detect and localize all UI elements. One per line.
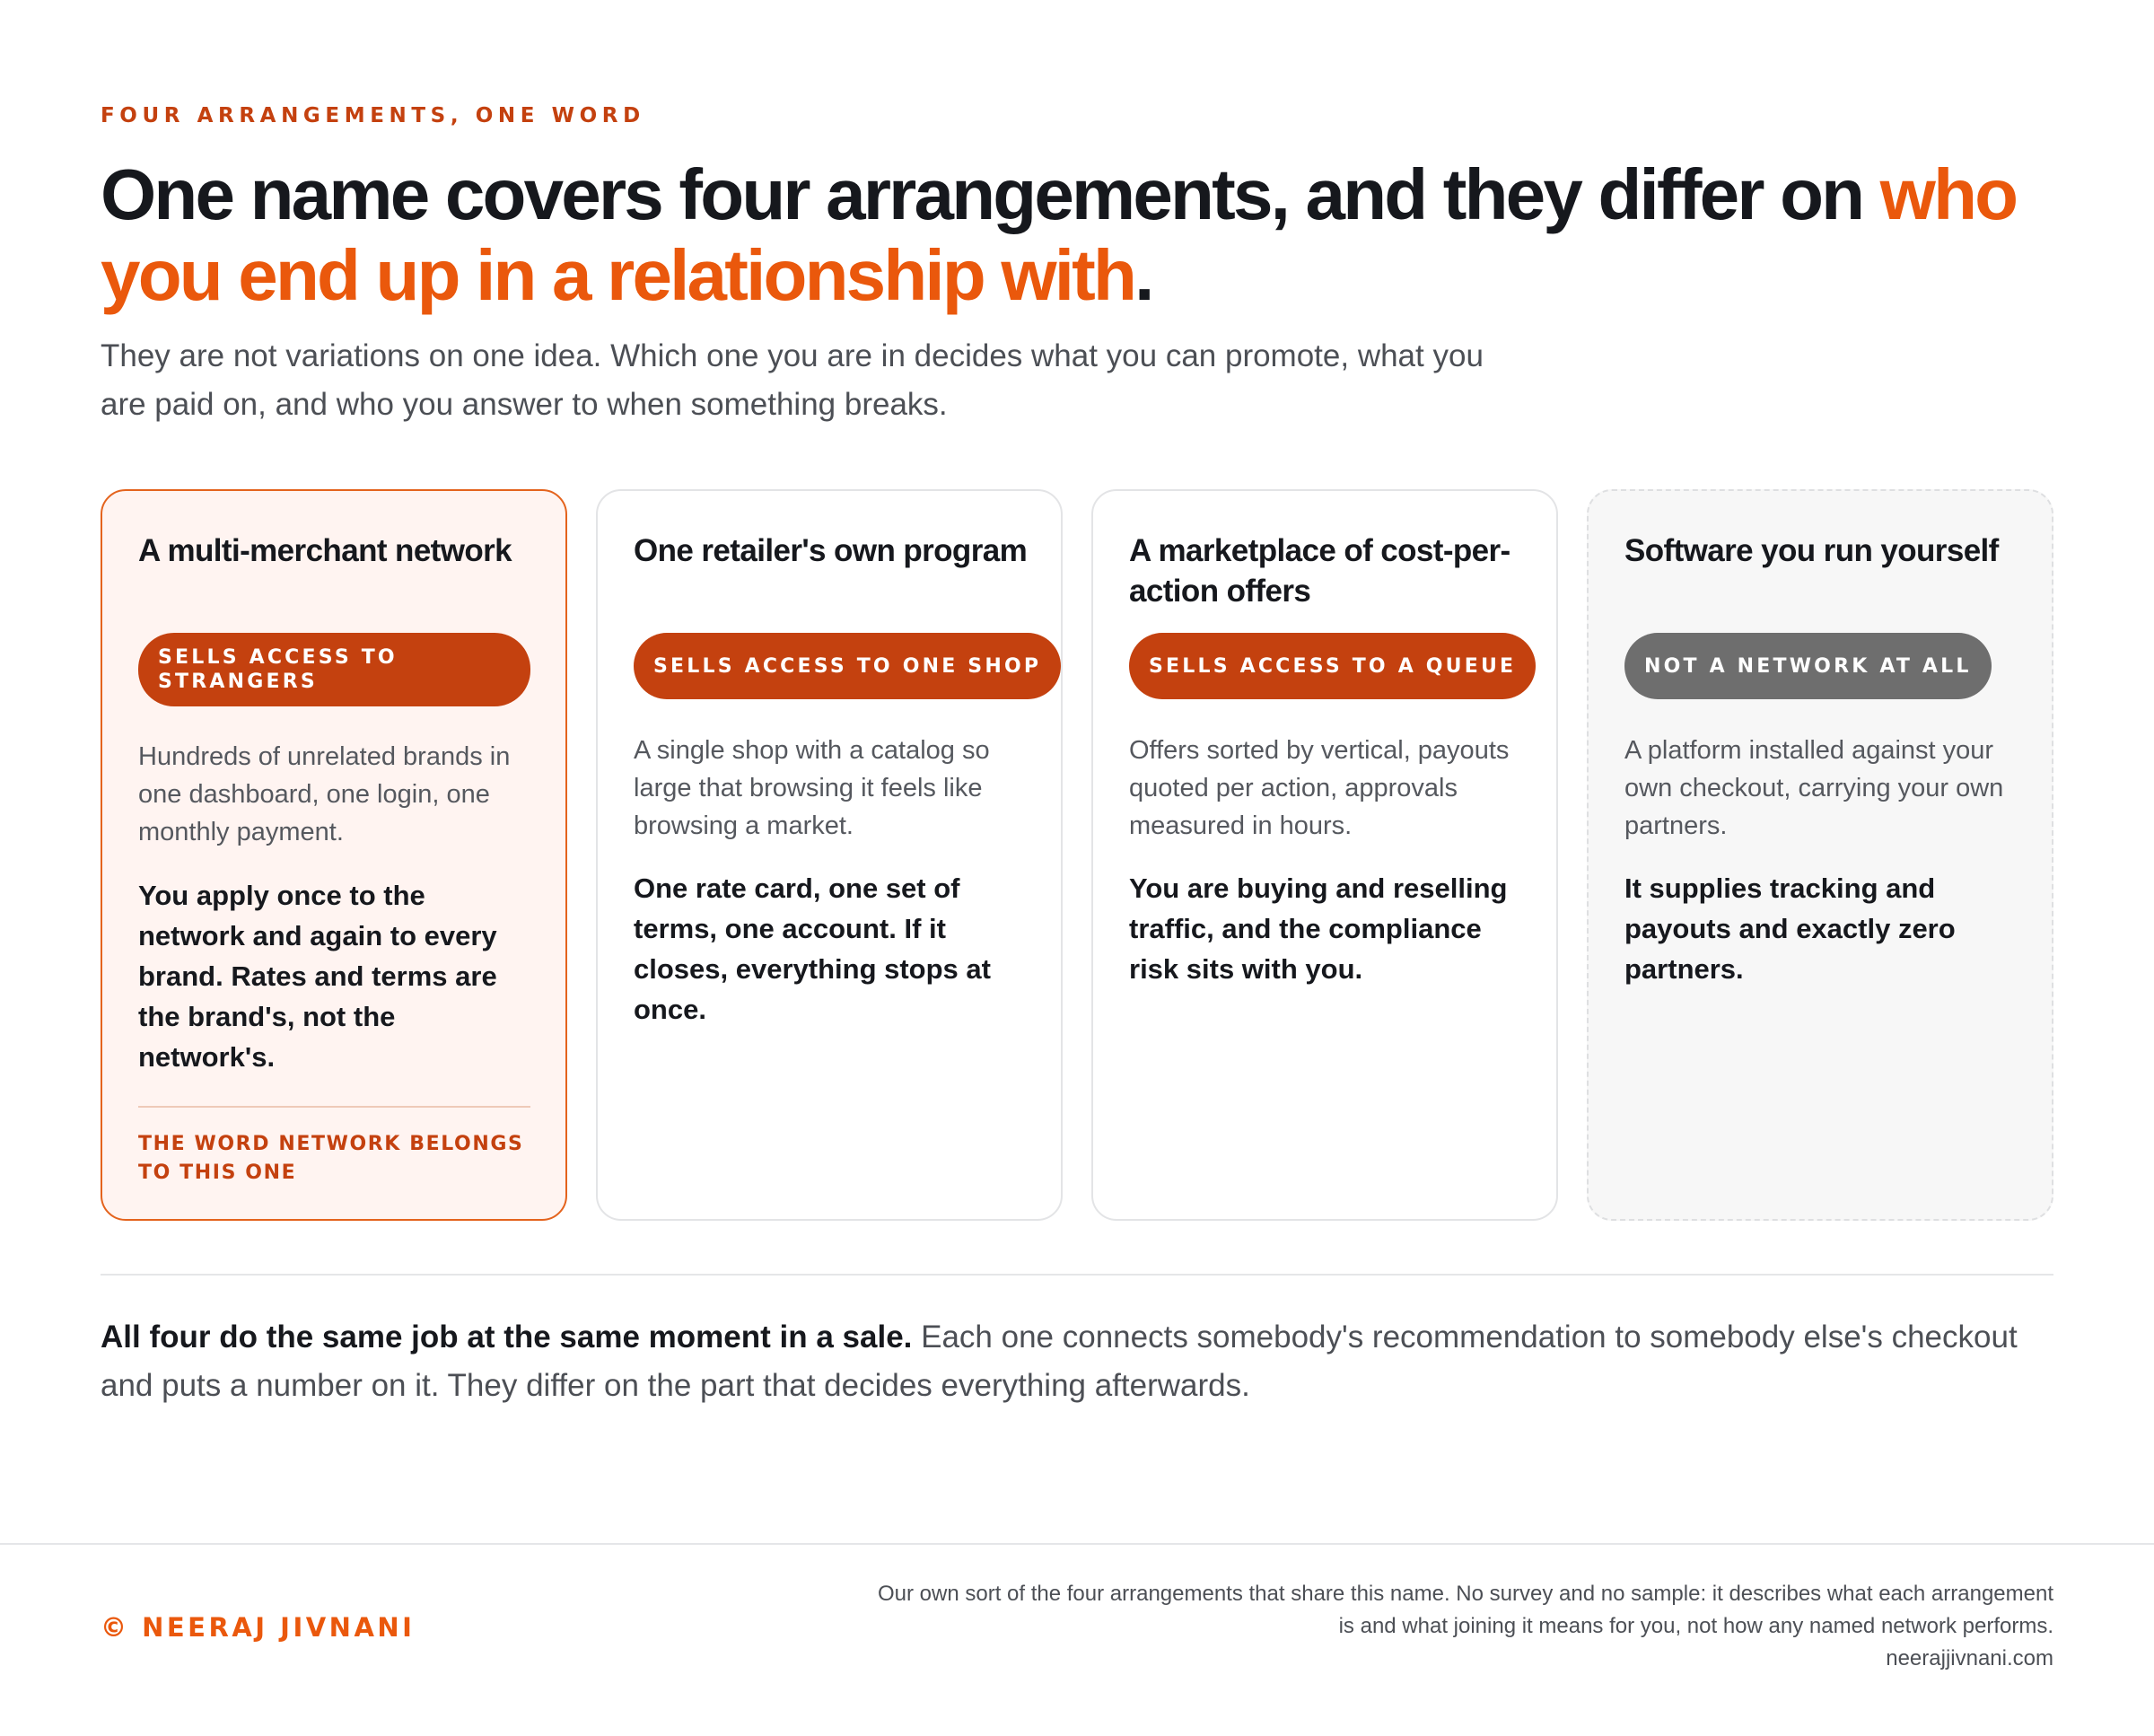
summary: [101, 1313, 2075, 1410]
footer-note-line: is and what joining it means for you, not how any named network performs.: [1338, 1614, 2053, 1638]
headline-lead: One name covers four arrangements, and they differ on: [101, 154, 1880, 234]
card-footnote: THE WORD NETWORK BELONGS TO THIS ONE: [138, 1133, 524, 1184]
card-body: One rate card, one set of terms, one account. If it closes, everything stops at once.: [634, 872, 991, 1025]
card-description: Hundreds of unrelated brands in one dashboard, one login, one monthly payment.: [138, 742, 511, 846]
eyebrow: FOUR ARRANGEMENTS, ONE WORD: [101, 104, 645, 127]
lede: They are not variations on one idea. Which one you are in decides what you can promote, what you are paid on, and who you answer to when something breaks.: [101, 338, 1484, 422]
card-retailer-program: [596, 489, 1063, 1221]
card-cpa-marketplace: [1091, 489, 1558, 1221]
footer-note-line: Our own sort of the four arrangements that share this name. No survey and no sample: it describes what each arrangement: [877, 1582, 2053, 1606]
card-title: Software you run yourself: [1624, 533, 1999, 568]
headline-accent: who you end up in a relationship with: [101, 154, 2017, 315]
card-description: A single shop with a catalog so large that browsing it feels like browsing a market.: [634, 736, 990, 840]
card-divider: [138, 1106, 530, 1108]
card-title: A multi-merchant network: [138, 533, 512, 568]
section-divider: [101, 1274, 2053, 1276]
summary-lead: All four do the same job at the same moment in a sale.: [101, 1320, 913, 1355]
card-body: It supplies tracking and payouts and exactly zero partners.: [1624, 872, 1956, 985]
card-title: One retailer's own program: [634, 533, 1028, 568]
card-body: You apply once to the network and again to every brand. Rates and terms are the brand's, not the network's.: [138, 880, 497, 1073]
card-pill: NOT A NETWORK AT ALL: [1624, 633, 1992, 699]
headline-end: .: [1134, 235, 1152, 315]
headline: [101, 154, 2075, 316]
card-pill: SELLS ACCESS TO A QUEUE: [1129, 633, 1536, 699]
card-description: Offers sorted by vertical, payouts quoted per action, approvals measured in hours.: [1129, 736, 1510, 840]
summary-rest: Each one connects somebody's recommendation to somebody else's checkout and puts a number on it. They differ on the part that decides everything afterwards.: [101, 1320, 2018, 1403]
copyright: © NEERAJ JIVNANI: [101, 1612, 416, 1643]
card-pill: SELLS ACCESS TO STRANGERS: [138, 633, 530, 706]
card-multi-merchant-network: [101, 489, 567, 1221]
footer-site-link[interactable]: neerajjivnani.com: [1886, 1646, 2053, 1670]
card-body: You are buying and reselling traffic, and the compliance risk sits with you.: [1129, 872, 1508, 985]
arrangement-cards: [101, 489, 2053, 1221]
card-description: A platform installed against your own checkout, carrying your own partners.: [1624, 736, 2004, 840]
card-pill: SELLS ACCESS TO ONE SHOP: [634, 633, 1061, 699]
footer-divider: [0, 1543, 2154, 1545]
card-self-run-software: [1587, 489, 2053, 1221]
card-title: A marketplace of cost-per-action offers: [1129, 533, 1510, 609]
footer-note: [797, 1578, 2053, 1675]
